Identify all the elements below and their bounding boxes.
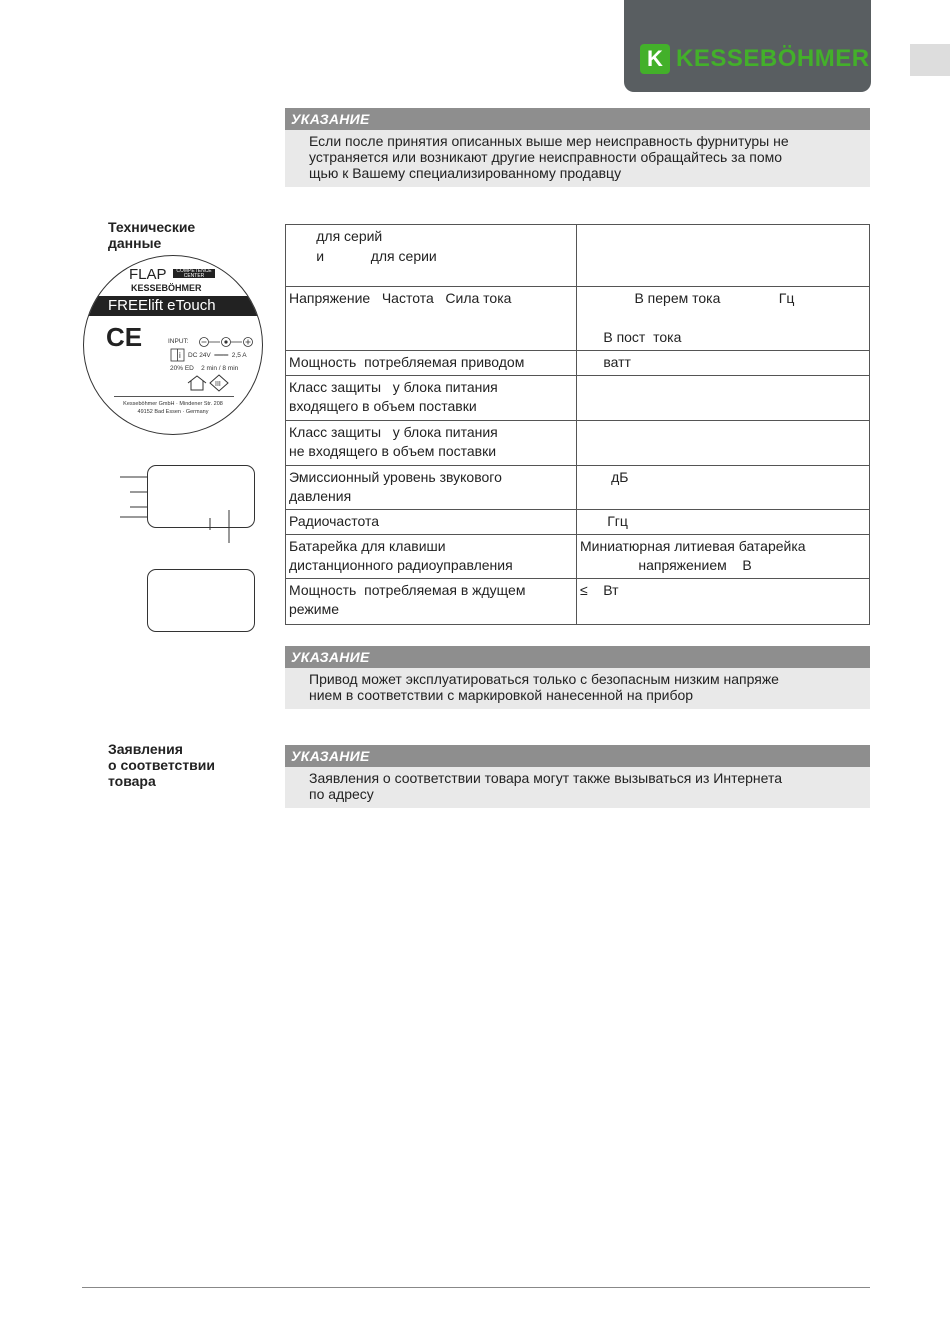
polarity-icon	[198, 336, 254, 348]
brand-logo	[640, 44, 870, 74]
cell-line: Напряжение Частота Сила тока	[289, 290, 512, 306]
brand-name: KESSEBÖHMER	[676, 45, 870, 72]
table-cell	[577, 465, 870, 509]
note-text	[285, 130, 870, 187]
table-cell	[286, 225, 577, 287]
note-heading: УКАЗАНИЕ	[285, 108, 870, 130]
label-company: Kesseböhmer GmbH · Mindener Str. 208	[123, 401, 223, 407]
cell-line: для серий	[289, 228, 383, 244]
table-row	[286, 534, 870, 578]
label-input: INPUT:	[168, 338, 189, 345]
cell-line: режиме	[289, 601, 340, 617]
product-label-image	[83, 255, 263, 435]
table-row	[286, 509, 870, 534]
cell-line: В пост тока	[580, 329, 682, 345]
table-cell	[286, 420, 577, 465]
brand-mark-icon: K	[640, 44, 670, 74]
note-conformity	[285, 745, 870, 808]
cell-line: Миниатюрная литиевая батарейка	[580, 537, 806, 554]
cell-line: Мощность потребляемая в ждущем	[289, 581, 526, 598]
cell-line: Ггц	[580, 512, 628, 529]
table-cell	[577, 350, 870, 375]
label-address: 49152 Bad Essen · Germany	[137, 409, 209, 415]
table-cell	[577, 225, 870, 287]
cell-line: давления	[289, 488, 352, 504]
cell-line: Радиочастота	[289, 512, 379, 529]
table-cell	[577, 578, 870, 624]
cell-line: и для серии	[289, 247, 437, 264]
cell-line: ватт	[580, 353, 631, 370]
cell-line: В перем тока Гц	[580, 290, 795, 306]
table-row	[286, 375, 870, 420]
label-spec: DC 24V ═══ 2,5 A	[188, 352, 247, 359]
label-flap: FLAP	[129, 266, 167, 283]
note-line: нием в соответствии с маркировкой нанесенной на прибор	[309, 687, 694, 703]
table-row	[286, 287, 870, 351]
protection-class-icon	[208, 374, 230, 392]
table-row	[286, 578, 870, 624]
table-cell	[286, 534, 577, 578]
section-label-line: данные	[108, 235, 162, 251]
note-line: Если после принятия описанных выше мер неисправность фурнитуры не	[309, 133, 789, 149]
table-cell	[577, 375, 870, 420]
manual-icon	[170, 348, 186, 362]
cell-line: Эмиссионный уровень звукового	[289, 468, 502, 485]
note-heading: УКАЗАНИЕ	[285, 745, 870, 767]
table-row	[286, 420, 870, 465]
note-text	[285, 767, 870, 808]
table-cell	[286, 578, 577, 624]
section-label-line: о соответствии	[108, 757, 215, 773]
section-label-line: Заявления	[108, 741, 183, 757]
footer-divider	[82, 1287, 870, 1288]
cell-line: входящего в объем поставки	[289, 398, 477, 414]
label-brand: KESSEBÖHMER	[131, 283, 202, 293]
section-label-line: Технические	[108, 219, 196, 235]
ce-mark: CE	[106, 322, 143, 352]
note-heading: УКАЗАНИЕ	[285, 646, 870, 668]
remote-control-box	[147, 569, 255, 632]
table-row	[286, 350, 870, 375]
note-text	[285, 668, 870, 709]
svg-text:i: i	[179, 351, 181, 360]
label-product-name: FREElift eTouch	[84, 296, 262, 316]
cell-line: Батарейка для клавиши	[289, 537, 446, 554]
table-cell	[577, 509, 870, 534]
note-line: по адресу	[309, 786, 374, 802]
table-cell	[286, 465, 577, 509]
table-cell	[577, 420, 870, 465]
label-competence: COMPETENCE CENTER	[173, 269, 215, 278]
tech-data-table	[285, 224, 870, 625]
note-malfunction	[285, 108, 870, 187]
note-line: Заявления о соответствии товара могут также вызываться из Интернета	[309, 770, 783, 786]
svg-text:III: III	[215, 381, 221, 388]
table-cell	[286, 375, 577, 420]
cell-line: Мощность потребляемая приводом	[289, 353, 525, 370]
indoor-use-icon	[186, 374, 208, 392]
cell-line: дистанционного радиоуправления	[289, 557, 513, 573]
note-line: Привод может эксплуатироваться только с безопасным низким напряже	[309, 671, 779, 687]
note-voltage	[285, 646, 870, 709]
table-cell	[286, 287, 577, 351]
table-cell	[286, 509, 577, 534]
cell-line	[580, 309, 866, 329]
chapter-tab	[910, 44, 950, 76]
section-label-conformity	[108, 741, 215, 789]
section-label-line: товара	[108, 773, 156, 789]
table-cell	[577, 534, 870, 578]
cell-line: Класс защиты у блока питания	[289, 423, 498, 440]
table-cell	[286, 350, 577, 375]
cell-line: не входящего в объем поставки	[289, 443, 497, 459]
callout-lines	[118, 470, 238, 550]
cell-line: ≤ Вт	[580, 581, 619, 598]
note-line: устраняется или возникают другие неисправности обращайтесь за помо	[309, 149, 783, 165]
section-label-tech-data	[108, 219, 195, 251]
table-row	[286, 465, 870, 509]
cell-line: напряжением В	[580, 557, 752, 573]
note-line: щью к Вашему специализированному продавцу	[309, 165, 622, 181]
cell-line: Класс защиты у блока питания	[289, 378, 498, 395]
table-cell	[577, 287, 870, 351]
label-duty: 20% ED 2 min / 8 min	[170, 365, 239, 372]
table-row	[286, 225, 870, 287]
label-divider	[114, 396, 234, 397]
cell-line: дБ	[580, 468, 629, 485]
